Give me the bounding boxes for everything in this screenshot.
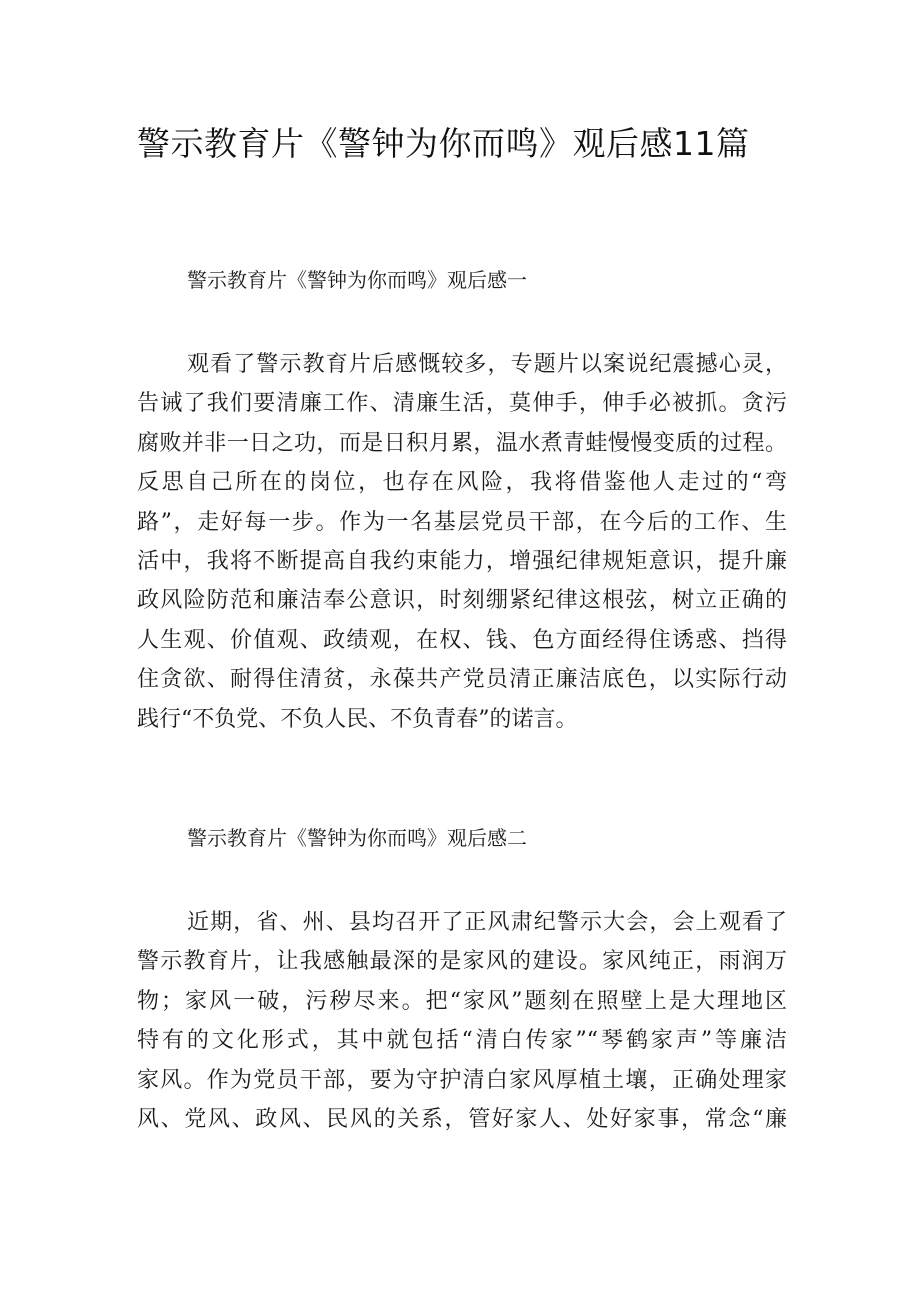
body-line: 政风险防范和廉洁奉公意识，时刻绷紧纪律这根弦，树立正确的 — [137, 588, 787, 614]
section-body-2 — [137, 903, 787, 1139]
body-line: 特有的文化形式，其中就包括“清白传家”“琴鹤家声”等廉洁 — [137, 1028, 787, 1054]
body-line: 警示教育片，让我感触最深的是家风的建设。家风纯正，雨润万 — [137, 949, 787, 975]
body-line: 腐败并非一日之功，而是日积月累，温水煮青蛙慢慢变质的过程。 — [137, 430, 787, 456]
document-title: 警示教育片《警钟为你而鸣》观后感11篇 — [137, 124, 750, 163]
body-line: 活中，我将不断提高自我约束能力，增强纪律规矩意识，提升廉 — [137, 548, 787, 574]
section-body-1 — [137, 345, 787, 739]
body-line: 物；家风一破，污秽尽来。把“家风”题刻在照壁上是大理地区 — [137, 988, 787, 1014]
body-line: 家风。作为党员干部，要为守护清白家风厚植土壤，正确处理家 — [137, 1067, 787, 1093]
body-line: 践行“不负党、不负人民、不负青春”的诺言。 — [137, 706, 578, 732]
body-line: 路”，走好每一步。作为一名基层党员干部，在今后的工作、生 — [137, 509, 787, 535]
body-line: 近期，省、州、县均召开了正风肃纪警示大会，会上观看了 — [187, 910, 787, 935]
body-line: 住贪欲、耐得住清贫，永葆共产党员清正廉洁底色，以实际行动 — [137, 667, 787, 693]
body-line: 人生观、价值观、政绩观，在权、钱、色方面经得住诱惑、挡得 — [137, 627, 787, 653]
body-line: 观看了警示教育片后感慨较多，专题片以案说纪震撼心灵， — [187, 352, 787, 377]
body-line: 风、党风、政风、民风的关系，管好家人、处好家事，常念“廉 — [137, 1106, 787, 1132]
body-line: 告诫了我们要清廉工作、清廉生活，莫伸手，伸手必被抓。贪污 — [137, 391, 787, 417]
section-heading-1: 警示教育片《警钟为你而鸣》观后感一 — [187, 268, 527, 292]
body-line: 反思自己所在的岗位，也存在风险，我将借鉴他人走过的“弯 — [137, 470, 787, 496]
section-heading-2: 警示教育片《警钟为你而鸣》观后感二 — [187, 826, 527, 850]
